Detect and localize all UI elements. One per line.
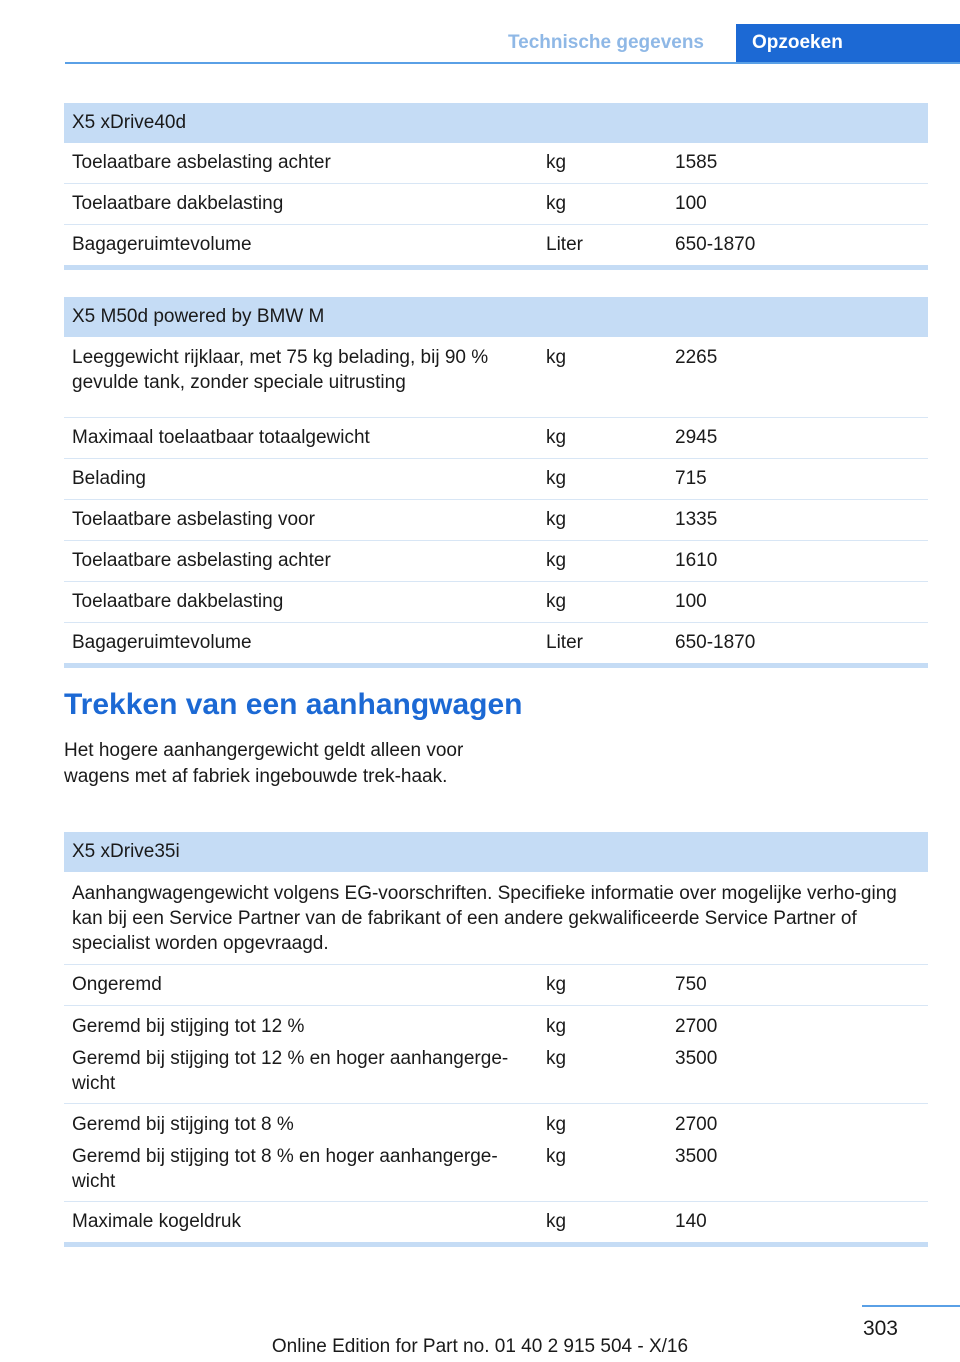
table-row: [64, 184, 928, 225]
row-unit: kg: [538, 143, 667, 184]
row-unit: kg: [538, 184, 667, 225]
row-label: Geremd bij stijging tot 8 % en hoger aanhangerge-wicht: [72, 1146, 498, 1192]
row-unit: kg: [538, 965, 667, 1006]
table-row: [64, 1104, 928, 1202]
row-unit: kg: [538, 582, 667, 623]
row-label: Leeggewicht rijklaar, met 75 kg belading, bij 90 % gevulde tank, zonder speciale uitrusting: [64, 337, 538, 418]
row-unit: Liter: [538, 623, 667, 666]
spec-table-x5-xdrive40d: [64, 103, 928, 270]
section-intro: Het hogere aanhangergewicht geldt alleen voor wagens met af fabriek ingebouwde trek-haak.: [64, 740, 464, 787]
row-unit: kg: [538, 418, 667, 459]
table-row: [64, 582, 928, 623]
row-value: 650-1870: [667, 623, 928, 666]
row-label: Maximale kogeldruk: [64, 1202, 538, 1245]
row-unit: kg: [546, 1146, 567, 1167]
row-value: 1610: [667, 541, 928, 582]
table-row: [64, 337, 928, 418]
row-value: 3500: [675, 1146, 718, 1167]
row-value: 750: [667, 965, 928, 1006]
row-unit: kg: [538, 459, 667, 500]
table-note-row: [64, 872, 928, 965]
row-unit: kg: [546, 1048, 567, 1069]
row-value: 1335: [667, 500, 928, 541]
spec-table-x5-xdrive35i: [64, 832, 928, 1247]
row-label: Toelaatbare asbelasting achter: [64, 541, 538, 582]
table-row: [64, 1202, 928, 1245]
tab-opzoeken[interactable]: Opzoeken: [736, 24, 960, 62]
table-title: X5 xDrive40d: [64, 103, 928, 143]
row-label: Toelaatbare dakbelasting: [64, 184, 538, 225]
table-row: [64, 965, 928, 1006]
row-value: 140: [667, 1202, 928, 1245]
row-unit: kg: [538, 500, 667, 541]
table-note: Aanhangwagengewicht volgens EG-voorschriften. Specifieke informatie over mogelijke verho-ging kan bij een Service Partner van de fabrikant of een andere gekwalificeerde Service Partner of specialist worden opgevraagd.: [64, 872, 928, 965]
row-unit: kg: [546, 1114, 567, 1135]
row-unit: Liter: [538, 225, 667, 268]
row-label: Belading: [64, 459, 538, 500]
row-label: Maximaal toelaatbaar totaalgewicht: [64, 418, 538, 459]
table-row: [64, 500, 928, 541]
row-label: Toelaatbare dakbelasting: [64, 582, 538, 623]
row-label: Bagageruimtevolume: [64, 225, 538, 268]
page-number: 303: [862, 1317, 898, 1340]
row-unit: kg: [538, 1202, 667, 1245]
page-number-rule: [862, 1305, 960, 1307]
row-value: 100: [667, 582, 928, 623]
row-value: 2265: [667, 337, 928, 418]
row-label: Bagageruimtevolume: [64, 623, 538, 666]
table-title: X5 xDrive35i: [64, 832, 928, 872]
row-label: Geremd bij stijging tot 8 %: [72, 1114, 294, 1135]
table-row: [64, 1006, 928, 1104]
row-label: Geremd bij stijging tot 12 % en hoger aanhangerge-wicht: [72, 1048, 509, 1094]
table-row: [64, 459, 928, 500]
footer-edition: Online Edition for Part no. 01 40 2 915 504 - X/16: [271, 1336, 689, 1357]
row-label: Ongeremd: [64, 965, 538, 1006]
table-row: [64, 418, 928, 459]
tab-technische-gegevens[interactable]: Technische gegevens: [507, 32, 704, 53]
row-value: 100: [667, 184, 928, 225]
row-value: 2945: [667, 418, 928, 459]
row-value: 1585: [667, 143, 928, 184]
section-heading: Trekken van een aanhangwagen: [64, 688, 523, 721]
row-value: 3500: [675, 1048, 718, 1069]
table-row: [64, 623, 928, 666]
row-unit: kg: [538, 541, 667, 582]
table-row: [64, 225, 928, 268]
spec-table-x5-m50d: [64, 297, 928, 668]
row-label: Toelaatbare asbelasting voor: [64, 500, 538, 541]
row-unit: kg: [546, 1016, 567, 1037]
table-row: [64, 541, 928, 582]
row-label: Geremd bij stijging tot 12 %: [72, 1016, 305, 1037]
page-header: [65, 24, 960, 64]
row-value: 2700: [675, 1114, 718, 1135]
row-value: 2700: [675, 1016, 718, 1037]
row-value: 715: [667, 459, 928, 500]
row-unit: kg: [538, 337, 667, 418]
table-row: [64, 143, 928, 184]
table-title: X5 M50d powered by BMW M: [64, 297, 928, 337]
row-label: Toelaatbare asbelasting achter: [64, 143, 538, 184]
row-value: 650-1870: [667, 225, 928, 268]
